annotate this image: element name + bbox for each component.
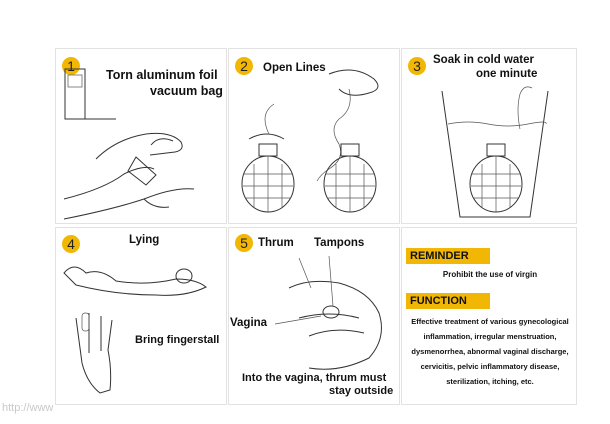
step-4-label-fingerstall: Bring fingerstall — [135, 334, 220, 346]
step-1-panel — [55, 48, 227, 224]
insertion-diagram — [229, 228, 400, 405]
torn-foil-bag — [128, 157, 156, 185]
info-panel — [401, 227, 577, 405]
soak-water-illustration — [402, 49, 577, 224]
step-5-number: 5 — [235, 234, 253, 252]
step-2-panel — [228, 48, 400, 224]
step-5-panel — [228, 227, 400, 405]
step-3-panel — [401, 48, 577, 224]
function-line-3: dysmenorrhea, abnormal vaginal discharge, — [411, 347, 569, 356]
function-line-4: cervicitis, pelvic inflammatory disease, — [420, 362, 560, 371]
step-4-number: 4 — [62, 235, 80, 253]
hand-pulling-string — [329, 70, 378, 95]
pelvic-outline — [289, 281, 381, 369]
step-5-label-tampons: Tampons — [314, 237, 365, 249]
step-3-label-line2: one minute — [476, 68, 538, 80]
step-5-caption-line1: Into the vagina, thrum must — [242, 372, 387, 384]
watermark-text: http://www — [2, 402, 54, 414]
reminder-title: REMINDER — [406, 248, 490, 264]
step-2-label: Open Lines — [263, 62, 326, 74]
function-line-2: inflammation, irregular menstruation, — [423, 332, 557, 341]
function-line-5: sterilization, itching, etc. — [446, 377, 534, 386]
function-title: FUNCTION — [406, 293, 490, 309]
tampon-ball-left — [242, 144, 294, 212]
pulled-string — [317, 89, 350, 181]
step-2-number: 2 — [235, 57, 253, 75]
open-lines-illustration — [229, 49, 400, 224]
step-1-label-line1: Torn aluminum foil — [106, 68, 218, 82]
function-line-1: Effective treatment of various gynecological — [411, 317, 569, 326]
reminder-text: Prohibit the use of virgin — [442, 270, 538, 279]
step-5-caption-line2: stay outside — [329, 385, 394, 397]
lying-figure — [64, 267, 206, 295]
step-5-label-vagina: Vagina — [230, 317, 268, 329]
step-4-label-lying: Lying — [129, 234, 160, 246]
lying-illustration — [56, 228, 227, 405]
tampon-ball-right — [324, 144, 376, 212]
tearing-bag-illustration — [56, 49, 227, 224]
string-out-of-glass — [518, 87, 532, 129]
hand-with-fingerstall — [76, 313, 112, 393]
step-4-panel — [55, 227, 227, 405]
tampon-inside — [323, 306, 339, 318]
tampon-ball-soaking — [470, 144, 522, 212]
step-3-label-line1: Soak in cold water — [433, 54, 534, 66]
step-1-number: 1 — [62, 57, 80, 75]
step-3-number: 3 — [408, 57, 426, 75]
step-5-label-thrum: Thrum — [258, 237, 294, 249]
water-surface — [448, 122, 546, 126]
step-1-label-line2: vacuum bag — [150, 84, 223, 98]
hand-holding-tampon — [249, 134, 284, 139]
